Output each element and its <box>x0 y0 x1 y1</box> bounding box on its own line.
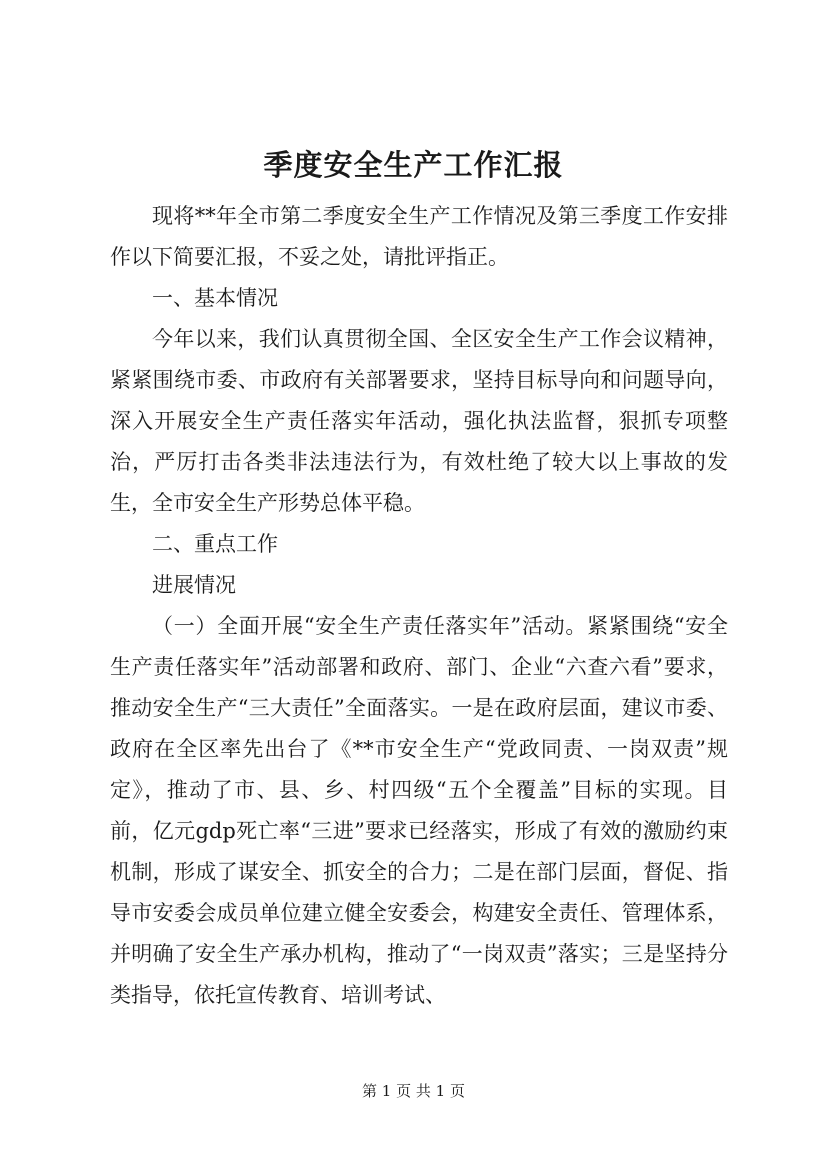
section-heading-key-work: 二、重点工作 <box>152 532 278 556</box>
section-heading-basic-situation: 一、基本情况 <box>152 286 278 310</box>
page-footer: 第 1 页 共 1 页 <box>362 1082 465 1100</box>
basic-situation-paragraph: 今年以来，我们认真贯彻全国、全区安全生产工作会议精神，紧紧围绕市委、市政府有关部署要求，坚持目标导向和问题导向，深入开展安全生产责任落实年活动，强化执法监督，狠抓专项整治，严厉打击各类非法违法行为，有效杜绝了较大以上事故的发生，全市安全生产形势总体平稳。 <box>110 327 728 515</box>
section-subheading-progress: 进展情况 <box>152 573 236 597</box>
intro-paragraph: 现将**年全市第二季度安全生产工作情况及第三季度工作安排作以下简要汇报，不妥之处，请批评指正。 <box>110 204 728 269</box>
progress-paragraph: （一）全面开展“安全生产责任落实年”活动。紧紧围绕“安全生产责任落实年”活动部署和政府、部门、企业“六查六看”要求，推动安全生产“三大责任”全面落实。一是在政府层面，建议市委、政府在全区率先出台了《**市安全生产“党政同责、一岗双责”规定》，推动了市、县、乡、村四级“五个全覆盖”目标的实现。目前，亿元gdp死亡率“三进”要求已经落实，形成了有效的激励约束机制，形成了谋安全、抓安全的合力；二是在部门层面，督促、指导市安委会成员单位建立健全安委会，构建安全责任、管理体系，并明确了安全生产承办机构，推动了“一岗双责”落实；三是坚持分类指导，依托宣传教育、培训考试、 <box>110 614 728 1007</box>
document-body <box>110 196 728 1016</box>
document-title: 季度安全生产工作汇报 <box>263 148 564 182</box>
